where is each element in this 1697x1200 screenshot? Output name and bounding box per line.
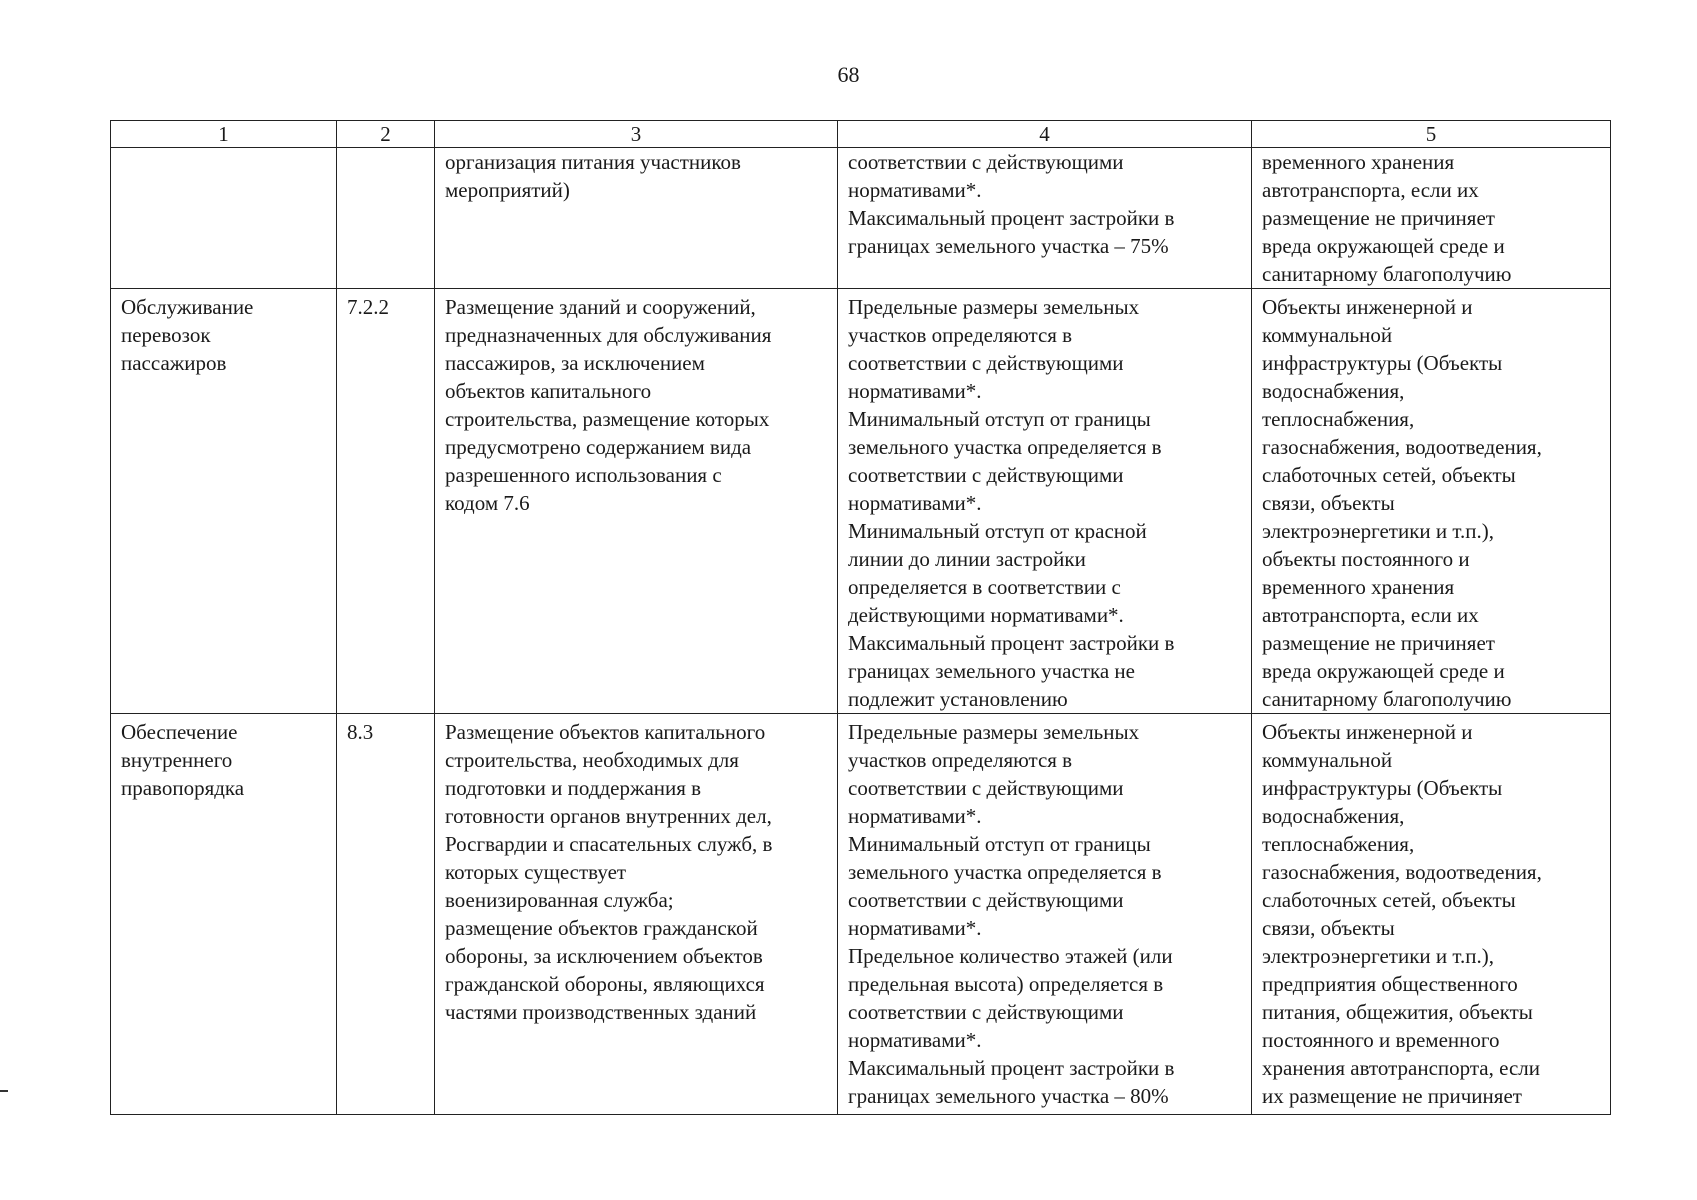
land-use-table bbox=[110, 120, 1610, 1115]
use-code-cell: 8.3 bbox=[347, 720, 374, 744]
auxiliary-uses-cell: Объекты инженерной и коммунальной инфраструктуры (Объекты водоснабжения, теплоснабжения, газоснабжения, водоотведения, слаботочных сетей, объекты связи, объекты электроэнергетики и т.п.), предприятия общественного питания, общежития, объекты постоянного и временного хранения автотранспорта, если их размещение не причиняет bbox=[1262, 720, 1542, 1108]
parameters-cell: Предельные размеры земельных участков определяются в соответствии с действующими нормативами*. Минимальный отступ от границы земельного участка определяется в соответствии с действующими нормативами*. Минимальный отступ от красной линии до линии застройки определяется в соответствии с действующими нормативами*. Максимальный процент застройки в границах земельного участка не подлежит установлению bbox=[848, 295, 1175, 711]
table-row bbox=[111, 148, 1611, 289]
header-cell-2: 2 bbox=[337, 121, 435, 148]
margin-mark bbox=[0, 1090, 8, 1092]
header-row bbox=[111, 121, 1611, 148]
use-description-cell: организация питания участников мероприятий) bbox=[445, 150, 741, 202]
parameters-cell: соответствии с действующими нормативами*. Максимальный процент застройки в границах земельного участка – 75% bbox=[848, 150, 1175, 258]
use-name-cell: Обеспечение внутреннего правопорядка bbox=[121, 720, 245, 800]
page-number: 68 bbox=[837, 62, 860, 87]
use-name-cell: Обслуживание перевозок пассажиров bbox=[121, 295, 254, 375]
auxiliary-uses-cell: временного хранения автотранспорта, если их размещение не причиняет вреда окружающей среде и санитарному благополучию bbox=[1262, 150, 1512, 286]
auxiliary-uses-cell: Объекты инженерной и коммунальной инфраструктуры (Объекты водоснабжения, теплоснабжения, газоснабжения, водоотведения, слаботочных сетей, объекты связи, объекты электроэнергетики и т.п.), объекты постоянного и временного хранения автотранспорта, если их размещение не причиняет вреда окружающей среде и санитарному благополучию bbox=[1262, 295, 1542, 711]
header-cell-4: 4 bbox=[838, 121, 1252, 148]
header-cell-1: 1 bbox=[111, 121, 337, 148]
header-cell-3: 3 bbox=[435, 121, 838, 148]
header-cell-5: 5 bbox=[1252, 121, 1611, 148]
parameters-cell: Предельные размеры земельных участков определяются в соответствии с действующими нормативами*. Минимальный отступ от границы земельного участка определяется в соответствии с действующими нормативами*. Предельное количество этажей (или предельная высота) определяется в соответствии с действующими нормативами*. Максимальный процент застройки в границах земельного участка – 80% bbox=[848, 720, 1175, 1108]
use-description-cell: Размещение объектов капитального строительства, необходимых для подготовки и поддержания в готовности органов внутренних дел, Росгвардии и спасательных служб, в которых существует военизированная служба; размещение объектов гражданской обороны, за исключением объектов гражданской обороны, являющихся частями производственных зданий bbox=[445, 720, 773, 1024]
regulations-table bbox=[110, 120, 1611, 1115]
use-description-cell: Размещение зданий и сооружений, предназначенных для обслуживания пассажиров, за исключением объектов капитального строительства, размещение которых предусмотрено содержанием вида разрешенного использования с кодом 7.6 bbox=[445, 295, 772, 515]
table-row bbox=[111, 714, 1611, 1115]
use-code-cell: 7.2.2 bbox=[347, 295, 389, 319]
table-row bbox=[111, 289, 1611, 714]
